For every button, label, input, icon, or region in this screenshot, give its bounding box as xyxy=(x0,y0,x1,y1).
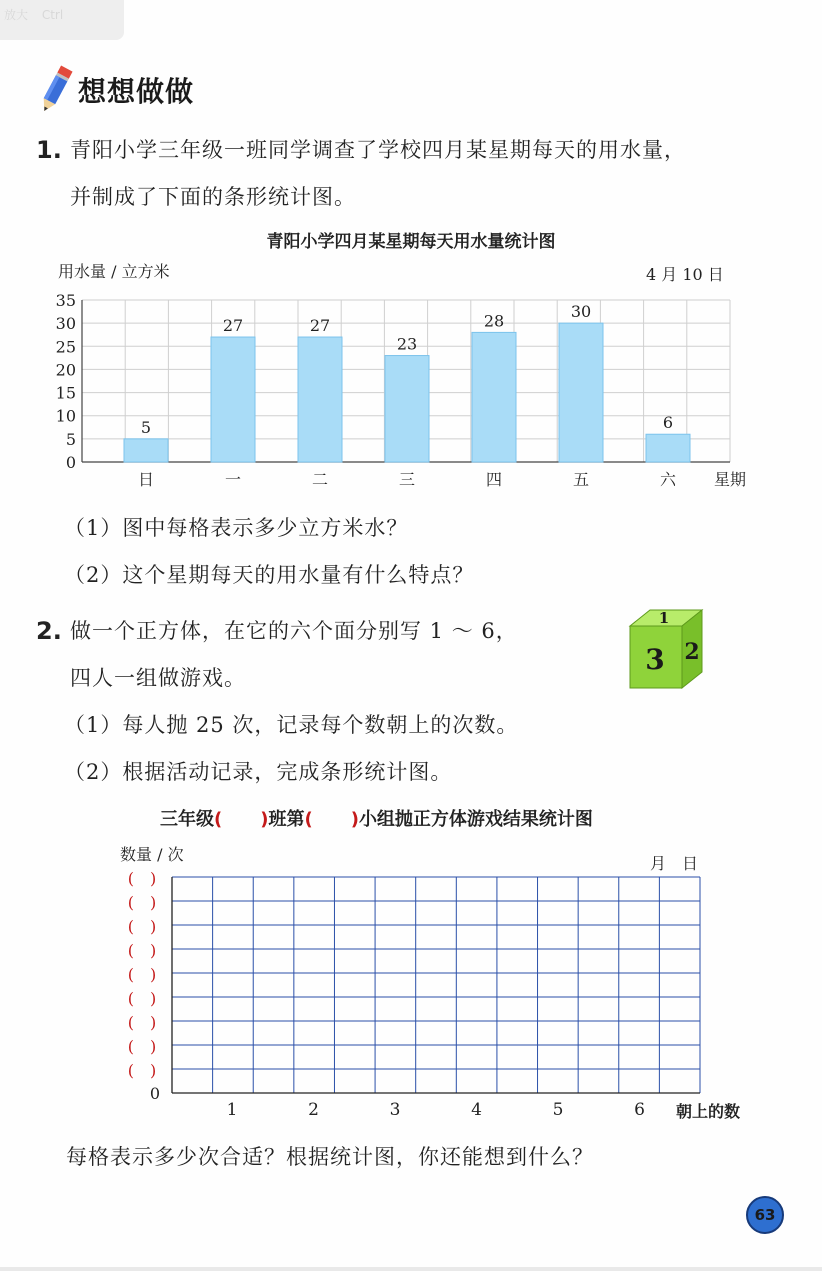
chart-2-y-slot[interactable]: ( ) xyxy=(127,989,157,1008)
number-cube-icon xyxy=(620,604,710,694)
bottom-strip xyxy=(0,1267,822,1271)
chart-2-y-slot[interactable]: ( ) xyxy=(127,941,157,960)
zoom-label[interactable]: 放大 xyxy=(4,8,29,22)
chart-1-value-label: 6 xyxy=(662,413,674,433)
cube-top-number: 1 xyxy=(658,609,670,627)
chart-1-y-tick-label: 5 xyxy=(65,429,76,449)
chart-1-value-label: 27 xyxy=(222,316,244,336)
chart-2-y-slot[interactable]: ( ) xyxy=(127,965,157,984)
viewer-toolbar[interactable] xyxy=(0,0,124,40)
chart-2-title xyxy=(160,805,593,831)
chart-1-xlabel: 星期 xyxy=(713,470,747,489)
chart-1-y-tick-label: 30 xyxy=(55,314,76,334)
chart-1-y-tick-label: 35 xyxy=(55,291,76,310)
chart-2-title-paren-open-2: ( xyxy=(304,809,313,830)
chart-1-category-label: 三 xyxy=(398,470,416,489)
mode-label: Ctrl xyxy=(41,8,64,22)
chart-1-category-label: 五 xyxy=(572,470,590,489)
chart-2-title-paren-close-1: ) xyxy=(260,809,269,830)
chart-2-title-rest: 小组抛正方体游戏结果统计图 xyxy=(358,809,593,830)
chart-2-y-slot[interactable]: ( ) xyxy=(127,1061,157,1080)
chart-2-category-label: 3 xyxy=(389,1100,401,1120)
chart-1-y-tick-label: 25 xyxy=(55,337,76,357)
chart-1-bar xyxy=(646,434,690,462)
chart-1-ylabel: 用水量 / 立方米 xyxy=(58,262,170,281)
chart-1-date: 4 月 10 日 xyxy=(646,265,724,284)
question-1-line-2: 并制成了下面的条形统计图。 xyxy=(70,185,356,209)
question-2-line-2: 四人一组做游戏。 xyxy=(70,666,246,690)
question-1-number: 1. xyxy=(36,136,62,164)
cube-front-number: 3 xyxy=(645,643,665,676)
chart-1-category-label: 六 xyxy=(659,470,677,489)
chart-1-value-label: 5 xyxy=(140,417,152,437)
chart-1-category-label: 二 xyxy=(311,470,329,489)
chart-2-category-label: 1 xyxy=(226,1100,238,1120)
chart-1-value-label: 27 xyxy=(309,316,331,336)
chart-1-category-label: 日 xyxy=(137,470,155,489)
chart-2-category-label: 4 xyxy=(471,1100,482,1120)
chart-1-value-label: 23 xyxy=(396,334,418,354)
chart-1-title: 青阳小学四月某星期每天用水量统计图 xyxy=(266,232,556,252)
question-1-sub-2: （2）这个星期每天的用水量有什么特点？ xyxy=(64,563,475,587)
cube-side-number: 2 xyxy=(684,639,700,665)
chart-2 xyxy=(0,865,822,1125)
chart-1-y-tick-label: 15 xyxy=(55,383,76,403)
chart-1-value-label: 30 xyxy=(570,302,592,322)
chart-1-category-label: 四 xyxy=(485,470,503,489)
chart-2-origin-label: 0 xyxy=(149,1084,161,1103)
pencil-icon xyxy=(34,64,78,116)
chart-1 xyxy=(0,290,822,490)
question-2-sub-2: （2）根据活动记录，完成条形统计图。 xyxy=(64,760,453,784)
chart-1-bar xyxy=(124,439,168,462)
chart-2-category-label: 6 xyxy=(634,1100,645,1120)
question-2-footer: 每格表示多少次合适？根据统计图，你还能想到什么？ xyxy=(66,1145,594,1169)
page-number-badge: 63 xyxy=(746,1196,784,1234)
chart-1-bar xyxy=(211,337,255,462)
chart-2-y-slot[interactable]: ( ) xyxy=(127,893,157,912)
chart-2-y-slot[interactable]: ( ) xyxy=(127,917,157,936)
chart-1-y-tick-label: 10 xyxy=(55,406,76,426)
chart-1-bar xyxy=(559,323,603,462)
chart-2-y-slot[interactable]: ( ) xyxy=(127,1013,157,1032)
question-2-sub-1: （1）每人抛 25 次，记录每个数朝上的次数。 xyxy=(64,713,519,737)
question-2-line-1: 做一个正方体，在它的六个面分别写 1 ～ 6， xyxy=(70,619,518,643)
chart-2-category-label: 2 xyxy=(308,1100,319,1120)
chart-1-bar xyxy=(298,337,342,462)
chart-2-ylabel: 数量 / 次 xyxy=(120,845,184,864)
chart-2-title-grade: 三年级 xyxy=(160,809,214,830)
question-2-number: 2. xyxy=(36,617,62,645)
chart-1-bar xyxy=(472,332,516,462)
chart-2-date: 月 日 xyxy=(650,854,699,873)
chart-2-title-paren-open-1: ( xyxy=(214,809,223,830)
chart-2-y-slot[interactable]: ( ) xyxy=(127,1037,157,1056)
question-1-sub-1: （1）图中每格表示多少立方米水？ xyxy=(64,516,409,540)
chart-1-category-label: 一 xyxy=(224,470,242,489)
section-title: 想想做做 xyxy=(78,75,195,108)
chart-2-y-slot[interactable]: ( ) xyxy=(127,869,157,888)
chart-1-y-tick-label: 0 xyxy=(65,453,76,472)
chart-2-category-label: 5 xyxy=(552,1100,564,1120)
chart-2-title-paren-close-2: ) xyxy=(350,809,359,830)
chart-2-xlabel: 朝上的数 xyxy=(675,1102,741,1121)
question-1-line-1: 青阳小学三年级一班同学调查了学校四月某星期每天的用水量， xyxy=(70,138,686,162)
chart-1-y-tick-label: 20 xyxy=(55,360,76,380)
chart-2-title-class: 班第 xyxy=(268,809,305,830)
chart-1-value-label: 28 xyxy=(483,311,505,331)
chart-1-bar xyxy=(385,356,429,462)
